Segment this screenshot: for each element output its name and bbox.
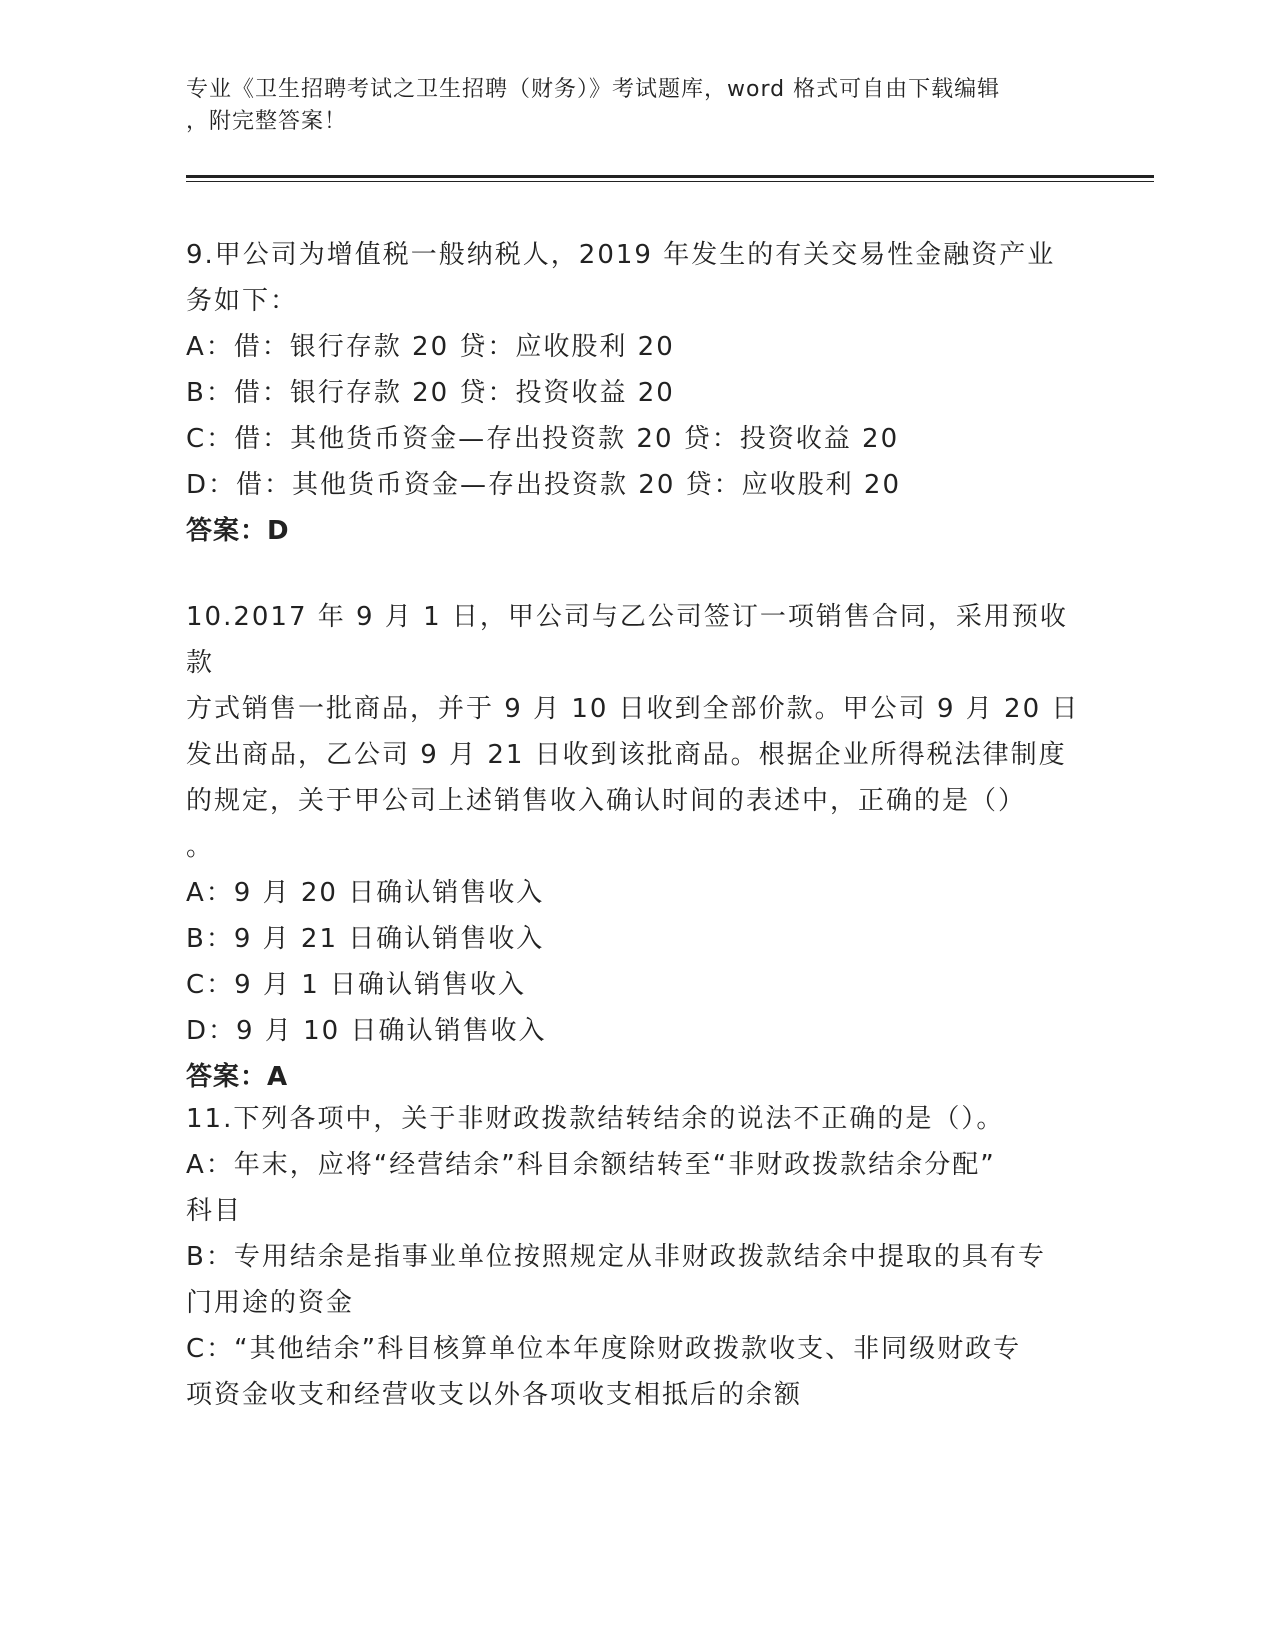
question-11 xyxy=(186,1096,1086,1418)
page-header xyxy=(186,74,1066,138)
header-divider-thick xyxy=(186,175,1154,178)
question-stem-line: 11.下列各项中，关于非财政拨款结转结余的说法不正确的是（）。 xyxy=(186,1104,1005,1134)
question-10 xyxy=(186,594,1086,1100)
option-b: B：借：银行存款 20 贷：投资收益 20 xyxy=(186,378,675,408)
option-a: A：年末，应将“经营结余”科目余额结转至“非财政拨款结余分配” xyxy=(186,1150,996,1180)
option-a: A：9 月 20 日确认销售收入 xyxy=(186,878,545,908)
answer-line: 答案：D xyxy=(186,516,290,546)
question-stem-line: 的规定，关于甲公司上述销售收入确认时间的表述中，正确的是（） xyxy=(186,786,1027,816)
option-b-continued: 门用途的资金 xyxy=(186,1288,355,1318)
question-stem-line: 方式销售一批商品，并于 9 月 10 日收到全部价款。甲公司 9 月 20 日 xyxy=(186,694,1080,724)
option-a-continued: 科目 xyxy=(186,1196,243,1226)
header-divider-thin xyxy=(186,181,1154,182)
option-c: C：借：其他货币资金—存出投资款 20 贷：投资收益 20 xyxy=(186,424,900,454)
option-d: D：借：其他货币资金—存出投资款 20 贷：应收股利 20 xyxy=(186,470,901,500)
question-9 xyxy=(186,232,1086,554)
question-stem-line: 9.甲公司为增值税一般纳税人，2019 年发生的有关交易性金融资产业 xyxy=(186,240,1056,270)
option-c-continued: 项资金收支和经营收支以外各项收支相抵后的余额 xyxy=(186,1380,803,1410)
option-d: D：9 月 10 日确认销售收入 xyxy=(186,1016,547,1046)
question-stem-line: 10.2017 年 9 月 1 日，甲公司与乙公司签订一项销售合同，采用预收款 xyxy=(186,602,1068,678)
option-c: C：“其他结余”科目核算单位本年度除财政拨款收支、非同级财政专 xyxy=(186,1334,1022,1364)
option-a: A：借：银行存款 20 贷：应收股利 20 xyxy=(186,332,675,362)
option-b: B：9 月 21 日确认销售收入 xyxy=(186,924,545,954)
header-line-2: ，附完整答案！ xyxy=(186,109,348,134)
option-c: C：9 月 1 日确认销售收入 xyxy=(186,970,527,1000)
option-b: B：专用结余是指事业单位按照规定从非财政拨款结余中提取的具有专 xyxy=(186,1242,1046,1272)
question-stem-line: 务如下： xyxy=(186,286,299,316)
question-stem-line: 发出商品，乙公司 9 月 21 日收到该批商品。根据企业所得税法律制度 xyxy=(186,740,1067,770)
header-line-1: 专业《卫生招聘考试之卫生招聘（财务）》考试题库，word 格式可自由下载编辑 xyxy=(186,77,1001,102)
question-stem-line: 。 xyxy=(186,832,215,862)
answer-line: 答案：A xyxy=(186,1062,289,1092)
